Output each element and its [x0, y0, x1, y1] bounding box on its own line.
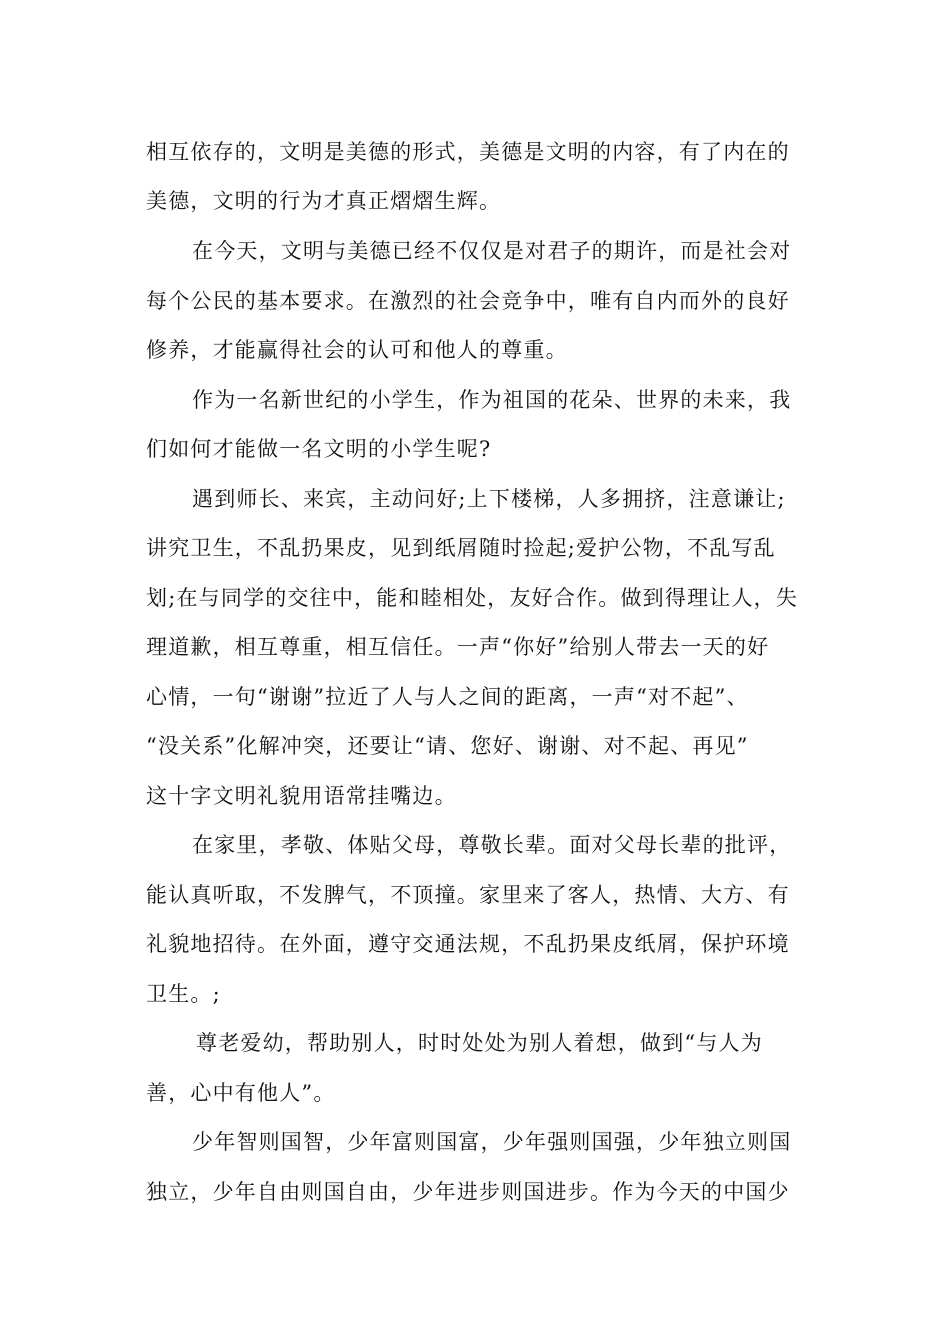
- text-line: 们如何才能做一名文明的小学生呢?: [146, 437, 492, 461]
- text-line: 修养，才能赢得社会的认可和他人的尊重。: [146, 338, 568, 362]
- text-line: 能认真听取，不发脾气，不顶撞。家里来了客人，热情、大方、有: [146, 883, 790, 907]
- text-line: 少年智则国智，少年富则国富，少年强则国强，少年独立则国: [192, 1130, 792, 1154]
- text-line: 善，心中有他人”。: [146, 1081, 336, 1105]
- text-line: 讲究卫生，不乱扔果皮，见到纸屑随时捡起;爱护公物，不乱写乱: [146, 536, 776, 560]
- text-line: 心情，一句“谢谢”拉近了人与人之间的距离，一声“对不起”、: [146, 685, 749, 709]
- text-line: 尊老爱幼，帮助别人，时时处处为别人着想，做到“与人为: [196, 1031, 763, 1055]
- text-line: 美德，文明的行为才真正熠熠生辉。: [146, 189, 502, 213]
- text-line: 作为一名新世纪的小学生，作为祖国的花朵、世界的未来，我: [192, 388, 792, 412]
- text-line: 划;在与同学的交往中，能和睦相处，友好合作。做到得理让人，失: [146, 586, 799, 610]
- text-line: 在今天，文明与美德已经不仅仅是对君子的期许，而是社会对: [192, 239, 792, 263]
- text-line: 每个公民的基本要求。在激烈的社会竞争中，唯有自内而外的良好: [146, 289, 790, 313]
- text-line: 礼貌地招待。在外面，遵守交通法规，不乱扔果皮纸屑，保护环境: [146, 932, 790, 956]
- text-line: “没关系”化解冲突，还要让“请、您好、谢谢、对不起、再见”: [146, 734, 749, 758]
- text-line: 在家里，孝敬、体贴父母，尊敬长辈。面对父母长辈的批评，: [192, 833, 792, 857]
- text-line: 卫生。;: [146, 982, 221, 1006]
- text-line: 独立，少年自由则国自由，少年进步则国进步。作为今天的中国少: [146, 1180, 790, 1204]
- text-line: 这十字文明礼貌用语常挂嘴边。: [146, 784, 457, 808]
- text-line: 理道歉，相互尊重，相互信任。一声“你好”给别人带去一天的好: [146, 635, 770, 659]
- text-line: 遇到师长、来宾，主动问好;上下楼梯，人多拥挤，注意谦让;: [192, 487, 786, 511]
- text-line: 相互依存的，文明是美德的形式，美德是文明的内容，有了内在的: [146, 140, 790, 164]
